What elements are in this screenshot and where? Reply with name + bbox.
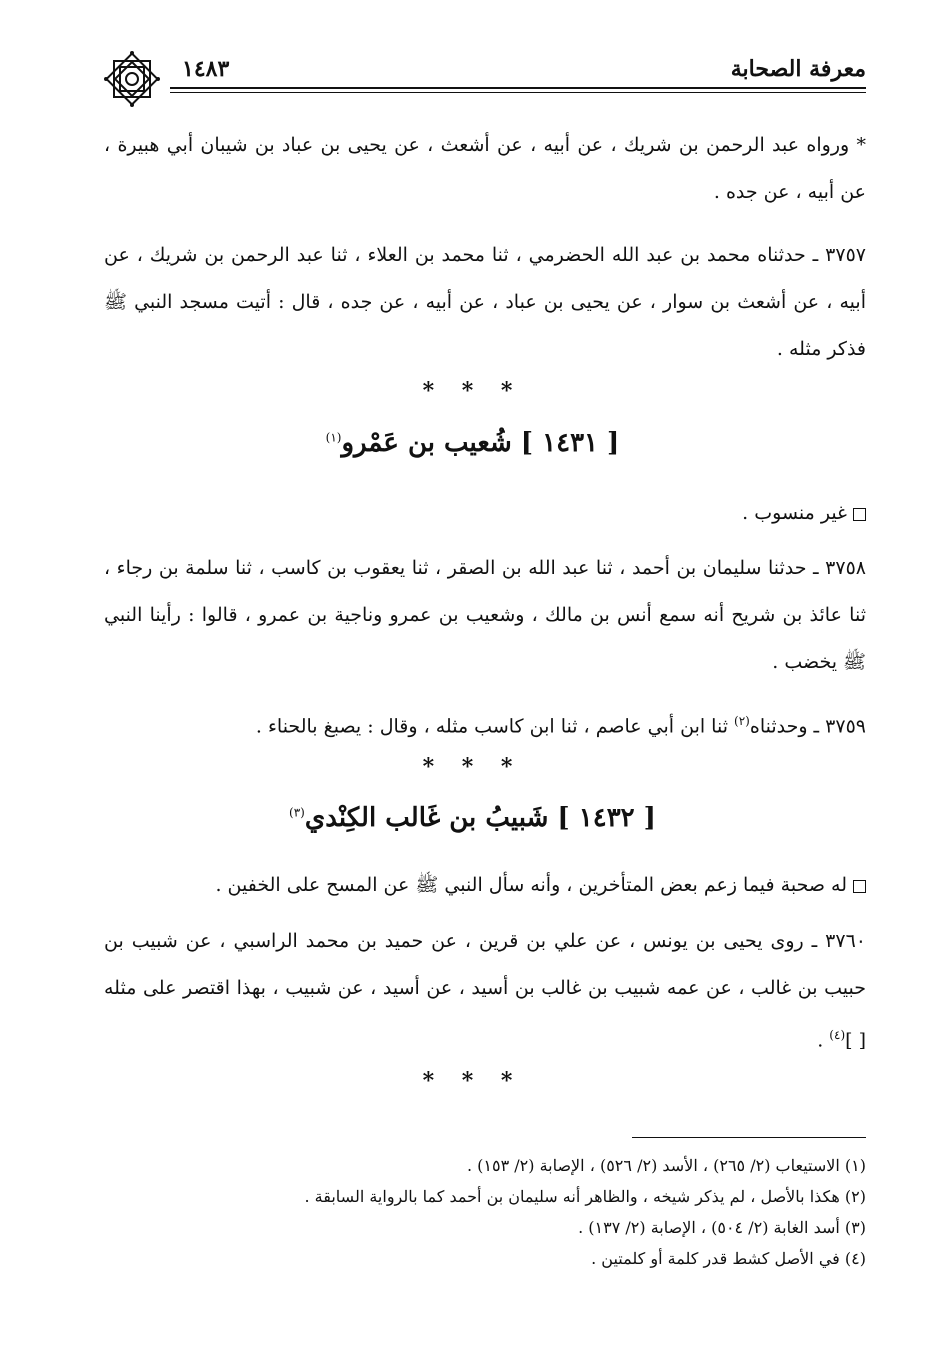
paragraph-intro: * ورواه عبد الرحمن بن شريك ، عن أبيه ، عن أشعث ، عن يحيى بن عباد بن شيبان أبي هبيرة ، عن أبيه ، عن جده . bbox=[104, 134, 866, 203]
entry-heading-1432 bbox=[0, 803, 945, 833]
entry-note-text: غير منسوب . bbox=[742, 502, 847, 524]
footnote-ref-3: (٣) bbox=[289, 805, 305, 820]
separator-stars: * * * bbox=[422, 378, 523, 404]
entry-heading-text: [ ١٤٣١ ] شُعيب بن عَمْرو bbox=[341, 428, 620, 458]
page-header bbox=[100, 52, 866, 96]
footnote-rule bbox=[632, 1137, 866, 1138]
footnote-3: (٣) أسد الغابة (٢/ ٥٠٤) ، الإصابة (٢/ ١٣٧) . bbox=[578, 1218, 866, 1237]
footnote-2: (٢) هكذا بالأصل ، لم يذكر شيخه ، والظاهر أنه سليمان بن أحمد كما بالرواية السابقة . bbox=[304, 1187, 866, 1206]
square-bullet-icon bbox=[853, 880, 866, 893]
hadith-3759 bbox=[104, 698, 866, 750]
hadith-3760 bbox=[104, 918, 866, 1064]
square-bullet-icon bbox=[853, 508, 866, 521]
footnote-ref-4: (٤) bbox=[829, 1028, 846, 1042]
separator-stars: * * * bbox=[422, 1068, 523, 1094]
footnote-4: (٤) في الأصل كشط قدر كلمة أو كلمتين . bbox=[591, 1249, 866, 1268]
ornament-star-icon bbox=[100, 47, 164, 111]
entry-note-1431 bbox=[104, 490, 866, 537]
entry-note-text: له صحبة فيما زعم بعض المتأخرين ، وأنه سأل النبي ﷺ عن المسح على الخفين . bbox=[215, 874, 847, 896]
hadith-3760-end: . bbox=[817, 1029, 830, 1052]
header-rule bbox=[170, 87, 866, 93]
footnote-1: (١) الاستيعاب (٢/ ٢٦٥) ، الأسد (٢/ ٥٢٦) ، الإصابة (٢/ ١٥٣) . bbox=[466, 1156, 866, 1175]
hadith-3757: ٣٧٥٧ ـ حدثناه محمد بن عبد الله الحضرمي ، ثنا محمد بن العلاء ، ثنا عبد الرحمن بن شريك ، عن أبيه ، عن أشعث بن سوار ، عن يحيى بن عباد ، عن أبيه ، عن جده ، قال : أتيت مسجد النبي ﷺ فذكر مثله . bbox=[104, 244, 866, 360]
page-number: ١٤٨٣ bbox=[182, 56, 230, 82]
entry-heading-text: [ ١٤٣٢ ] شَبيبُ بن غَالب الكِنْدي bbox=[304, 803, 656, 833]
book-title: معرفة الصحابة bbox=[730, 56, 866, 82]
hadith-3758: ٣٧٥٨ ـ حدثنا سليمان بن أحمد ، ثنا عبد الله بن الصقر ، ثنا يعقوب بن كاسب ، ثنا سلمة بن رجاء ، ثنا عائذ بن شريح أنه سمع أنس بن مالك ، وشعيب بن عمرو وناجية بن عمرو ، قالوا : رأينا النبي ﷺ يخضب . bbox=[104, 557, 866, 673]
hadith-3760-text: ٣٧٦٠ ـ روى يحيى بن يونس ، عن علي بن قرين ، عن حميد بن محمد الراسبي ، عن شبيب بن حبيب بن غالب ، عن عمه شبيب بن غالب بن أسيد ، عن أسيد ، عن شبيب ، بهذا اقتصر على مثله [ ] bbox=[104, 930, 866, 1052]
footnotes bbox=[104, 1150, 866, 1274]
entry-heading-1431 bbox=[0, 428, 945, 458]
footnote-ref-1: (١) bbox=[325, 430, 342, 445]
footnote-ref-2: (٢) bbox=[734, 714, 750, 728]
hadith-3759-start: ٣٧٥٩ ـ وحدثناه bbox=[749, 715, 866, 738]
hadith-3759-end: ثنا ابن أبي عاصم ، ثنا ابن كاسب مثله ، وقال : يصبغ بالحناء . bbox=[255, 715, 735, 738]
entry-note-1432 bbox=[104, 862, 866, 909]
separator-stars: * * * bbox=[422, 754, 523, 780]
